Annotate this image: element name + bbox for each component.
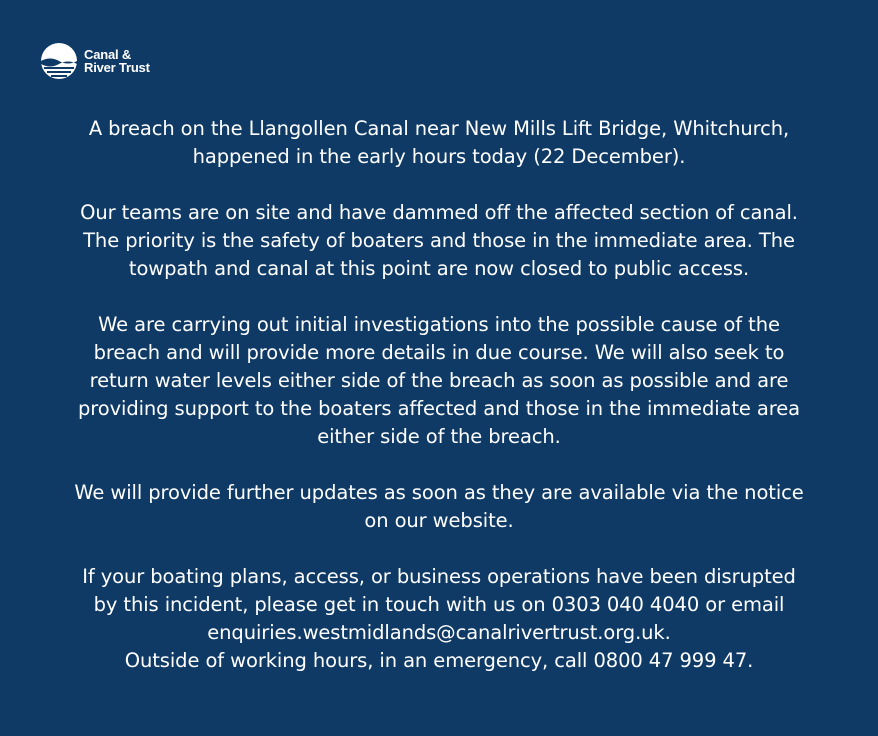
notice-body — [20, 115, 858, 703]
notice-line: return water levels either side of the breach as soon as possible and are — [89, 369, 789, 392]
canal-river-trust-logo-icon — [40, 42, 78, 80]
notice-line: happened in the early hours today (22 December). — [192, 145, 686, 168]
brand-name — [84, 48, 150, 74]
notice-line: Our teams are on site and have dammed off the affected section of canal. — [80, 201, 798, 224]
notice-line: We are carrying out initial investigations into the possible cause of the — [98, 313, 780, 336]
notice-line: A breach on the Llangollen Canal near New Mills Lift Bridge, Whitchurch, — [88, 117, 790, 140]
notice-paragraph-5 — [20, 563, 858, 675]
notice-paragraph-1 — [20, 115, 858, 171]
notice-paragraph-2 — [20, 199, 858, 283]
notice-line: Outside of working hours, in an emergency, call 0800 47 999 47. — [124, 649, 754, 672]
notice-line: providing support to the boaters affected and those in the immediate area — [77, 397, 801, 420]
brand-name-line-1: Canal & — [84, 47, 132, 62]
notice-paragraph-3 — [20, 311, 858, 451]
brand-name-line-2: River Trust — [84, 60, 150, 75]
notice-line: breach and will provide more details in due course. We will also seek to — [93, 341, 785, 364]
notice-line: towpath and canal at this point are now closed to public access. — [128, 257, 750, 280]
email-address: enquiries.westmidlands@canalrivertrust.org.uk. — [207, 621, 671, 644]
notice-paragraph-4 — [20, 479, 858, 535]
notice-line: either side of the breach. — [317, 425, 561, 448]
brand-logo — [40, 42, 150, 80]
notice-line: We will provide further updates as soon as they are available via the notice — [74, 481, 804, 504]
notice-line: on our website. — [364, 509, 514, 532]
notice-line: The priority is the safety of boaters and those in the immediate area. The — [83, 229, 795, 252]
notice-line: by this incident, please get in touch with us on 0303 040 4040 or email — [93, 593, 785, 616]
notice-line: If your boating plans, access, or business operations have been disrupted — [82, 565, 796, 588]
